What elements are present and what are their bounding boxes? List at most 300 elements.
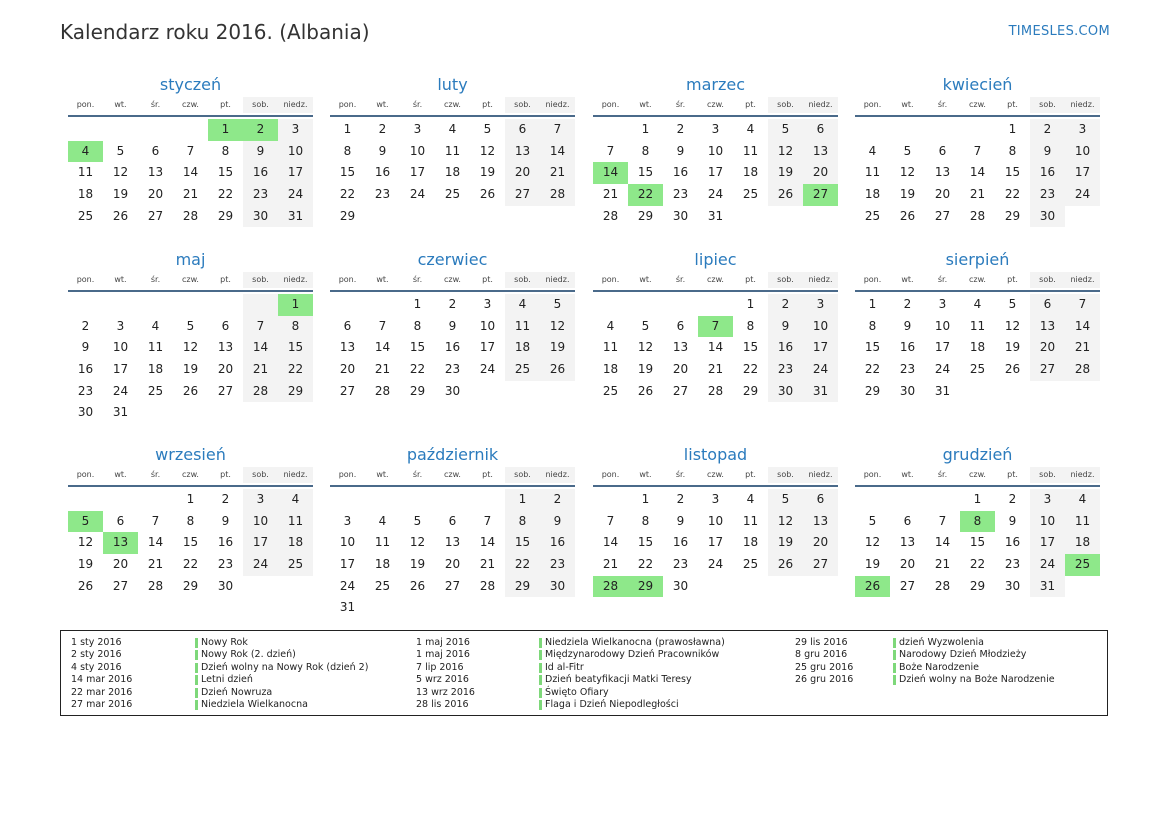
header-divider [855,485,1100,487]
weekday-label: sob. [768,467,803,483]
month-calendar [855,73,1100,227]
day-cell: 9 [768,316,803,338]
day-cell: 3 [711,122,720,136]
day-cell: 30 [1004,578,1021,593]
weekday-header [68,272,313,288]
day-cell: 7 [938,513,947,528]
weekday-label: śr. [150,275,161,284]
weekday-label: czw. [444,275,461,284]
weekday-label: sob. [768,97,803,113]
day-cell: 23 [217,557,234,572]
day-cell: 23 [77,383,94,398]
weekday-label: śr. [675,100,686,109]
day-cell: 9 [243,141,278,163]
day-cell: 9 [448,318,457,333]
header-divider [855,290,1100,292]
day-cell: 19 [479,165,496,180]
weekday-label: śr. [150,470,161,479]
day-cell: 23 [243,184,278,206]
empty-day-cell [925,489,960,511]
empty-day-cell [698,294,733,316]
empty-day-cell [173,119,208,141]
weekday-label: wt. [639,100,652,109]
day-grid [68,489,313,597]
weekday-label: wt. [114,275,127,284]
day-cell: 8 [343,143,352,158]
weekday-label: sob. [505,467,540,483]
day-cell: 29 [969,578,986,593]
day-cell: 4 [746,492,755,506]
holiday-name: Boże Narodzenie [893,662,979,674]
day-cell: 30 [1030,206,1065,228]
holiday-name: Nowy Rok (2. dzień) [195,649,296,661]
day-cell: 24 [707,557,724,572]
day-cell: 18 [742,165,759,180]
day-cell: 20 [444,557,461,572]
day-cell: 17 [243,532,278,554]
header-divider [68,290,313,292]
day-cell: 14 [1065,316,1100,338]
day-cell: 12 [479,143,496,158]
day-cell: 9 [81,340,90,355]
day-cell: 31 [278,206,313,228]
day-cell: 2 [676,492,685,506]
day-cell: 12 [899,165,916,180]
day-cell: 8 [1008,143,1017,158]
day-cell: 22 [1004,187,1021,202]
day-cell: 20 [147,187,164,202]
day-cell: 14 [934,535,951,550]
day-cell: 1 [641,492,650,506]
day-cell: 28 [540,184,575,206]
day-cell: 25 [864,208,881,223]
day-cell: 14 [479,535,496,550]
day-cell: 3 [938,297,947,311]
day-cell: 8 [278,316,313,338]
month-calendar [68,443,313,597]
day-cell: 2 [676,122,685,136]
day-cell: 21 [602,557,619,572]
empty-day-cell [663,294,698,316]
holiday-day-cell: 2 [243,119,278,141]
holiday-name: Narodowy Dzień Młodzieży [893,649,1026,661]
day-cell: 29 [742,383,759,398]
day-cell: 26 [637,383,654,398]
day-cell: 29 [864,383,881,398]
weekday-label: pt. [1007,275,1018,284]
day-cell: 31 [1030,576,1065,598]
day-cell: 16 [1004,535,1021,550]
month-calendar [855,443,1100,597]
weekday-label: niedz. [803,97,838,113]
month-name: wrzesień [155,445,226,464]
weekday-label: śr. [937,100,948,109]
day-cell: 25 [969,362,986,377]
empty-day-cell [138,489,173,511]
holiday-date: 29 lis 2016 [795,637,848,648]
weekday-label: sob. [243,272,278,288]
holiday-name: Święto Ofiary [539,687,609,699]
day-cell: 23 [1030,184,1065,206]
weekday-label: czw. [707,100,724,109]
weekday-label: wt. [114,470,127,479]
weekday-label: sob. [243,467,278,483]
month-name: marzec [685,75,745,94]
day-cell: 6 [151,143,160,158]
day-cell: 6 [938,143,947,158]
day-cell: 19 [899,187,916,202]
day-cell: 5 [483,122,492,136]
day-cell: 30 [768,381,803,403]
day-cell: 7 [606,143,615,158]
day-cell: 18 [864,187,881,202]
holiday-day-cell: 14 [593,162,628,184]
day-cell: 26 [540,359,575,381]
holiday-date: 1 sty 2016 [71,637,122,648]
day-cell: 22 [182,557,199,572]
day-cell: 29 [505,576,540,598]
weekday-label: czw. [444,470,461,479]
day-cell: 27 [672,383,689,398]
day-cell: 30 [217,578,234,593]
weekday-label: pon. [863,275,882,284]
day-cell: 16 [540,532,575,554]
header-divider [330,290,575,292]
weekday-label: sob. [505,97,540,113]
day-cell: 19 [112,187,129,202]
day-cell: 27 [147,208,164,223]
day-grid [330,489,575,619]
day-cell: 1 [343,122,352,136]
day-cell: 15 [637,165,654,180]
day-cell: 10 [707,513,724,528]
weekday-label: pon. [338,470,357,479]
day-cell: 16 [1030,162,1065,184]
day-cell: 22 [217,187,234,202]
day-cell: 21 [479,557,496,572]
day-cell: 21 [182,187,199,202]
weekday-label: pon. [76,100,95,109]
holiday-date: 28 lis 2016 [416,698,469,710]
day-cell: 4 [278,489,313,511]
day-cell: 20 [672,362,689,377]
day-cell: 31 [707,208,724,223]
day-cell: 26 [768,184,803,206]
day-cell: 30 [672,578,689,593]
day-cell: 16 [374,165,391,180]
day-cell: 14 [182,165,199,180]
weekday-label: czw. [707,275,724,284]
day-cell: 14 [707,340,724,355]
day-cell: 19 [1004,340,1021,355]
day-cell: 3 [343,513,352,528]
weekday-header [593,97,838,113]
weekday-label: czw. [182,470,199,479]
weekday-label: pon. [863,100,882,109]
month-name: styczeń [159,75,222,94]
day-cell: 28 [707,383,724,398]
day-cell: 28 [934,578,951,593]
day-cell: 1 [641,122,650,136]
day-cell: 16 [444,340,461,355]
day-cell: 25 [147,383,164,398]
day-cell: 24 [243,554,278,576]
day-cell: 15 [969,535,986,550]
weekday-label: niedz. [278,97,313,113]
empty-day-cell [68,489,103,511]
day-cell: 13 [147,165,164,180]
day-cell: 23 [540,554,575,576]
day-cell: 8 [413,318,422,333]
weekday-label: czw. [182,275,199,284]
day-cell: 29 [409,383,426,398]
month-name: kwiecień [942,75,1013,94]
weekday-label: niedz. [540,272,575,288]
day-cell: 22 [637,557,654,572]
day-cell: 1 [868,297,877,311]
weekday-label: wt. [114,100,127,109]
empty-day-cell [330,489,365,511]
day-cell: 12 [182,340,199,355]
day-cell: 23 [444,362,461,377]
day-cell: 14 [540,141,575,163]
weekday-label: pt. [745,100,756,109]
day-cell: 11 [1065,511,1100,533]
day-cell: 7 [1065,294,1100,316]
empty-day-cell [68,119,103,141]
weekday-label: śr. [412,470,423,479]
day-cell: 10 [278,141,313,163]
day-cell: 10 [934,318,951,333]
weekday-label: niedz. [540,97,575,113]
day-cell: 28 [374,383,391,398]
day-cell: 7 [606,513,615,528]
day-cell: 5 [413,513,422,528]
weekday-label: pt. [220,275,231,284]
day-cell: 26 [409,578,426,593]
day-cell: 3 [711,492,720,506]
day-cell: 5 [641,318,650,333]
day-cell: 24 [112,383,129,398]
day-cell: 25 [742,557,759,572]
month-name: maj [175,250,206,269]
day-cell: 26 [768,554,803,576]
holiday-date: 25 gru 2016 [795,661,854,673]
weekday-label: pt. [1007,470,1018,479]
day-cell: 20 [339,362,356,377]
day-cell: 11 [969,318,986,333]
day-cell: 27 [899,578,916,593]
weekday-header [593,272,838,288]
day-cell: 24 [1030,554,1065,576]
holiday-date: 22 mar 2016 [71,686,133,698]
day-cell: 3 [413,122,422,136]
day-cell: 17 [112,362,129,377]
weekday-label: pon. [338,100,357,109]
day-cell: 12 [112,165,129,180]
day-cell: 9 [1030,141,1065,163]
day-cell: 7 [378,318,387,333]
day-cell: 24 [707,187,724,202]
month-calendar [68,73,313,227]
day-cell: 20 [505,162,540,184]
day-cell: 13 [672,340,689,355]
day-cell: 17 [409,165,426,180]
day-cell: 17 [1065,162,1100,184]
day-cell: 21 [1065,337,1100,359]
day-cell: 6 [676,318,685,333]
day-cell: 3 [243,489,278,511]
day-cell: 6 [903,513,912,528]
weekday-label: pon. [338,275,357,284]
weekday-label: sob. [1030,272,1065,288]
weekday-label: śr. [412,100,423,109]
day-cell: 31 [339,600,356,615]
day-cell: 1 [413,297,422,311]
day-grid [330,294,575,402]
day-grid [855,489,1100,597]
empty-day-cell [103,119,138,141]
weekday-label: pon. [601,275,620,284]
weekday-header [330,467,575,483]
weekday-label: sob. [1030,467,1065,483]
header-divider [68,485,313,487]
holiday-day-cell: 25 [1065,554,1100,576]
holiday-day-cell: 29 [628,576,663,598]
weekday-label: niedz. [1065,97,1100,113]
day-cell: 18 [77,187,94,202]
empty-day-cell [890,119,925,141]
day-cell: 5 [903,143,912,158]
day-cell: 10 [409,143,426,158]
empty-day-cell [628,294,663,316]
holiday-day-cell: 22 [628,184,663,206]
day-cell: 7 [151,513,160,528]
holiday-name: Międzynarodowy Dzień Pracowników [539,649,719,661]
weekday-label: niedz. [278,467,313,483]
day-cell: 10 [707,143,724,158]
empty-day-cell [593,119,628,141]
weekday-label: pt. [745,470,756,479]
day-cell: 1 [186,492,195,506]
day-cell: 11 [278,511,313,533]
day-cell: 27 [505,184,540,206]
day-cell: 9 [676,143,685,158]
empty-day-cell [470,489,505,511]
weekday-label: niedz. [540,467,575,483]
weekday-label: czw. [969,100,986,109]
day-cell: 4 [973,297,982,311]
day-cell: 31 [934,383,951,398]
day-cell: 15 [217,165,234,180]
day-cell: 31 [112,405,129,420]
day-cell: 8 [746,318,755,333]
day-cell: 6 [221,318,230,333]
day-cell: 10 [1065,141,1100,163]
day-grid [593,119,838,227]
day-cell: 17 [803,337,838,359]
day-cell: 27 [339,383,356,398]
day-cell: 17 [1030,532,1065,554]
day-cell: 4 [505,294,540,316]
day-cell: 14 [147,535,164,550]
day-cell: 18 [969,340,986,355]
month-calendar [68,248,313,424]
day-cell: 13 [1030,316,1065,338]
day-cell: 19 [768,532,803,554]
day-cell: 22 [969,557,986,572]
day-cell: 11 [742,513,759,528]
weekday-label: pon. [601,100,620,109]
holiday-date: 1 maj 2016 [416,649,470,661]
day-grid [330,119,575,227]
day-cell: 1 [505,489,540,511]
day-cell: 17 [707,535,724,550]
header-divider [68,115,313,117]
empty-day-cell [925,119,960,141]
day-cell: 30 [899,383,916,398]
day-cell: 7 [973,143,982,158]
day-cell: 30 [77,405,94,420]
holiday-day-cell: 1 [278,294,313,316]
weekday-label: czw. [444,100,461,109]
header-divider [855,115,1100,117]
holiday-name: Niedziela Wielkanocna [195,699,308,711]
day-cell: 13 [339,340,356,355]
month-calendar [330,248,575,402]
holiday-date: 5 wrz 2016 [416,674,469,686]
month-calendar [855,248,1100,402]
day-cell: 23 [1004,557,1021,572]
weekday-label: śr. [150,100,161,109]
day-cell: 16 [77,362,94,377]
day-cell: 27 [112,578,129,593]
day-cell: 16 [899,340,916,355]
weekday-label: wt. [376,100,389,109]
day-cell: 7 [243,316,278,338]
day-cell: 23 [899,362,916,377]
day-cell: 22 [409,362,426,377]
holiday-name: dzień Wyzwolenia [893,637,984,649]
day-cell: 15 [278,337,313,359]
day-cell: 21 [707,362,724,377]
day-cell: 19 [77,557,94,572]
weekday-label: pt. [220,100,231,109]
weekday-header [855,97,1100,113]
holiday-name: Flaga i Dzień Niepodległości [539,699,679,711]
day-cell: 12 [864,535,881,550]
day-cell: 20 [803,162,838,184]
day-cell: 12 [637,340,654,355]
day-cell: 2 [540,489,575,511]
empty-day-cell [593,294,628,316]
day-cell: 11 [864,165,881,180]
day-cell: 19 [540,337,575,359]
month-name: październik [406,445,499,464]
empty-day-cell [855,119,890,141]
day-cell: 4 [746,122,755,136]
brand-link[interactable]: TIMESLES.COM [1008,24,1110,39]
day-cell: 18 [742,535,759,550]
day-cell: 13 [803,511,838,533]
day-cell: 22 [505,554,540,576]
day-cell: 1 [746,297,755,311]
day-cell: 11 [602,340,619,355]
day-cell: 1 [1008,122,1017,136]
empty-day-cell [890,489,925,511]
day-cell: 5 [116,143,125,158]
day-cell: 16 [217,535,234,550]
